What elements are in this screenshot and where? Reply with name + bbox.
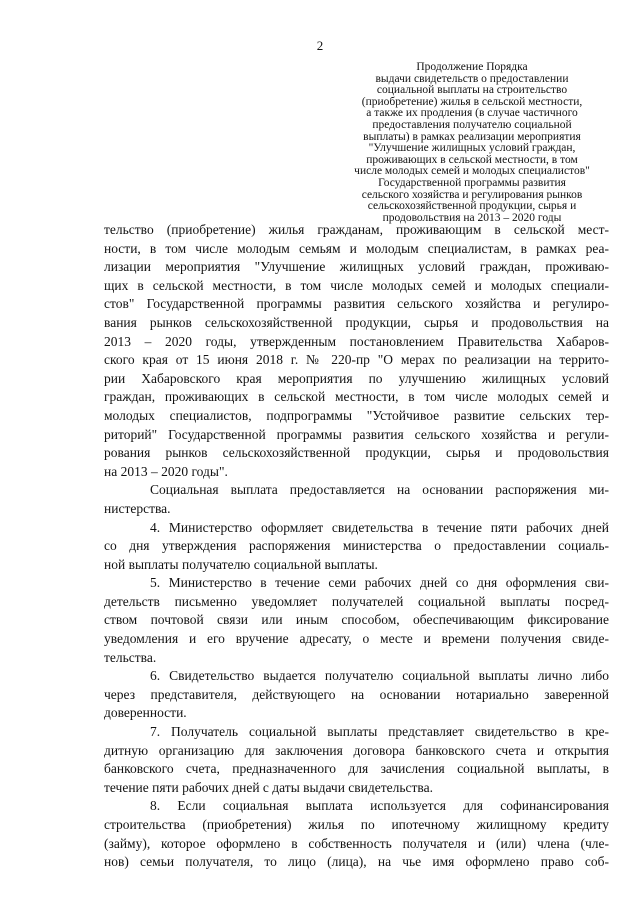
page-number: 2 (316, 38, 324, 53)
header-line: выдачи свидетельств о предоставлении (375, 72, 569, 85)
header-line: сельскохозяйственной продукции, сырья и (367, 200, 577, 213)
text-line: ством почтовой связи или иным способом, обеспечивающим фиксирование (104, 612, 609, 628)
paragraph (104, 723, 609, 797)
text-line: щих в сельской местности, в том числе молодых семей и молодых специали- (104, 277, 609, 293)
text-line: ности, в том числе молодым семьям и молодым специалистам, в рамках реа- (104, 240, 609, 256)
text-line: ной выплаты получателю социальной выплаты. (104, 556, 378, 572)
text-line: банковского счета, предназначенного для зачисления социальной выплаты, в (104, 761, 609, 777)
text-line: 8. Если социальная выплата используется для софинансирования (150, 798, 609, 814)
text-line: стов" Государственной программы развития сельского хозяйства и регулиро- (104, 296, 609, 312)
text-line: строительства (приобретения) жилья по ипотечному жилищному кредиту (104, 817, 609, 832)
text-line: (займу), которое оформлено в собственность получателя и (или) члена (чле- (104, 835, 609, 851)
text-line: тельства. (104, 649, 157, 665)
text-line: молодых специалистов, подпрограммы "Устойчивое развитие сельских тер- (104, 407, 609, 423)
paragraph (104, 481, 609, 518)
header-line: "Улучшение жилищных условий граждан, (368, 142, 576, 155)
document-header (338, 62, 606, 224)
header-line: Государственной программы развития (378, 176, 566, 189)
text-line: вания рынков сельскохозяйственной продукции, сырья и продовольствия на (104, 314, 609, 330)
paragraph (104, 667, 609, 723)
header-line: а также их продления (в случае частичного (366, 107, 578, 120)
header-line: (приобретение) жилья в сельской местности, (361, 95, 583, 108)
text-line: Социальная выплата предоставляется на основании распоряжения ми- (150, 482, 609, 498)
text-line: лизации мероприятия "Улучшение жилищных условий граждан, проживаю- (104, 259, 609, 275)
text-line: рования рынков сельскохозяйственной продукции, сырья и продовольствия (104, 445, 609, 461)
document-body (104, 221, 609, 872)
text-line: ского края от 15 июня 2018 г. № 220-пр "О мерах по реализации на террито- (104, 352, 609, 368)
text-line: доверенности. (104, 705, 187, 721)
text-line: со дня утверждения распоряжения министерства о предоставлении социаль- (104, 538, 609, 554)
paragraph (104, 221, 609, 481)
text-line: риторий" Государственной программы развития сельского хозяйства и регули- (104, 426, 609, 442)
text-line: 7. Получатель социальной выплаты представляет свидетельство в кре- (150, 724, 609, 740)
text-line: уведомления и его вручение адресату, о месте и времени получения свиде- (104, 631, 609, 647)
header-line: предоставления получателю социальной (372, 118, 572, 131)
text-line: нистерства. (104, 500, 171, 516)
text-line: течение пяти рабочих дней с даты выдачи свидетельства. (104, 779, 433, 795)
text-line: 6. Свидетельство выдается получателю социальной выплаты лично либо (150, 668, 609, 684)
header-line: числе молодых семей и молодых специалистов" (354, 165, 590, 178)
text-line: 5. Министерство в течение семи рабочих дней со дня оформления сви- (150, 575, 609, 591)
paragraph (104, 574, 609, 667)
header-line: Продолжение Порядка (416, 61, 528, 73)
text-line: 4. Министерство оформляет свидетельства в течение пяти рабочих дней (150, 519, 609, 535)
header-line: продовольствия на 2013 – 2020 годы (382, 211, 562, 224)
text-line: через представителя, действующего на основании нотариально заверенной (104, 686, 609, 702)
text-line: тельство (приобретение) жилья гражданам, проживающим в сельской мест- (104, 222, 609, 237)
header-line: выплаты) в рамках реализации мероприятия (363, 130, 581, 143)
header-line: сельского хозяйства и регулирования рынков (361, 188, 583, 201)
text-line: нов) семьи получателя, то лицо (лица), на чье имя оформлено право соб- (104, 854, 609, 870)
paragraph (104, 797, 609, 871)
text-line: детельств письменно уведомляет получателей социальной выплаты посред- (104, 593, 609, 609)
header-line: проживающих в сельской местности, в том (366, 153, 578, 166)
header-line: социальной выплаты на строительство (376, 84, 568, 97)
text-line: граждан, проживающих в сельской местности, в том числе молодых семей и (104, 389, 609, 405)
text-line: 2013 – 2020 годы, утвержденным постановлением Правительства Хабаров- (104, 333, 609, 349)
text-line: на 2013 – 2020 годы". (104, 463, 228, 479)
text-line: дитную организацию для заключения договора банковского счета и открытия (104, 742, 609, 758)
paragraph (104, 519, 609, 575)
text-line: рии Хабаровского края мероприятия по улучшению жилищных условий (104, 370, 609, 386)
